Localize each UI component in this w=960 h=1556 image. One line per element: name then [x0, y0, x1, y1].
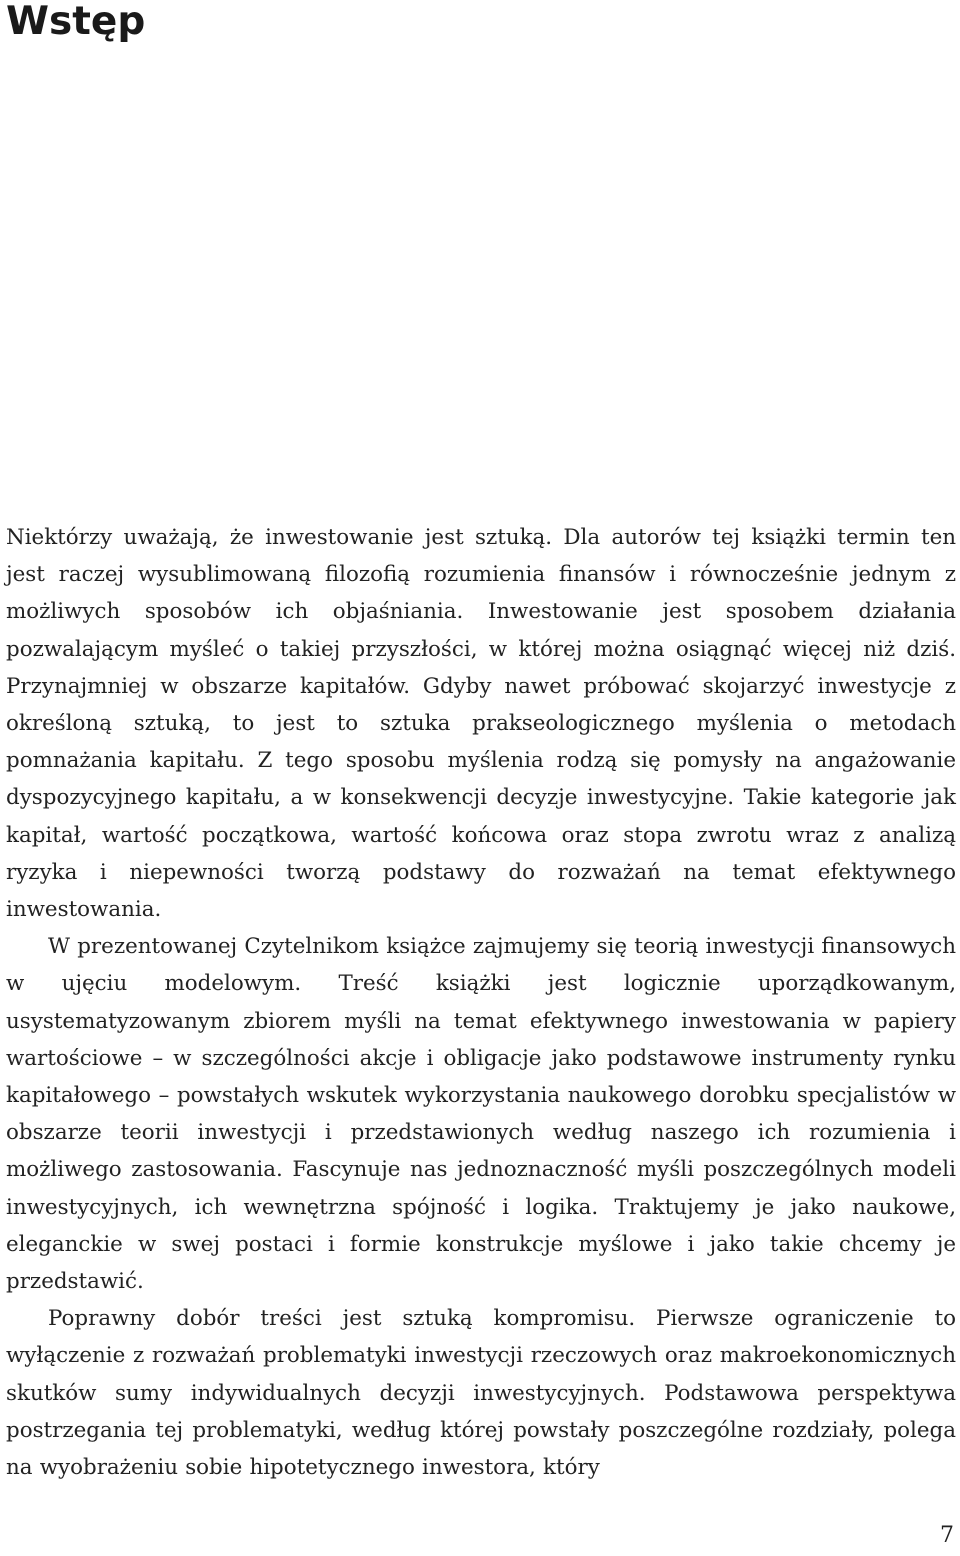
page-title: Wstęp [6, 0, 146, 44]
body-text [6, 519, 956, 1486]
paragraph-2: W prezentowanej Czytelnikom książce zajmujemy się teorią inwestycji finansowych w ujęciu modelowym. Treść książki jest logicznie uporządkowanym, usystematyzowanym zbiorem myśli na temat efektywnego inwestowania w papiery wartościowe – w szczególności akcje i obligacje jako podstawowe instrumenty rynku kapitałowego – powstałych wskutek wykorzystania naukowego dorobku specjalistów w obszarze teorii inwestycji i przedstawionych według naszego ich rozumienia i możliwego zastosowania. Fascynuje nas jednoznaczność myśli poszczególnych modeli inwestycyjnych, ich wewnętrzna spójność i logika. Traktujemy je jako naukowe, eleganckie w swej postaci i formie konstrukcje myślowe i jako takie chcemy je przedstawić. [6, 934, 956, 1295]
page-number: 7 [940, 1523, 954, 1548]
paragraph-3: Poprawny dobór treści jest sztuką kompromisu. Pierwsze ograniczenie to wyłączenie z rozważań problematyki inwestycji rzeczowych oraz makroekonomicznych skutków sumy indywidualnych decyzji inwestycyjnych. Podstawowa perspektywa postrzegania tej problematyki, według której powstały poszczególne rozdziały, polega na wyobrażeniu sobie hipotetycznego inwestora, który [6, 1306, 956, 1481]
paragraph-1: Niektórzy uważają, że inwestowanie jest sztuką. Dla autorów tej książki termin ten jest raczej wysublimowaną filozofią rozumienia finansów i równocześnie jednym z możliwych sposobów ich objaśniania. Inwestowanie jest sposobem działania pozwalającym myśleć o takiej przyszłości, w której można osiągnąć więcej niż dziś. Przynajmniej w obszarze kapitałów. Gdyby nawet próbować skojarzyć inwestycje z określoną sztuką, to jest to sztuka prakseologicznego myślenia o metodach pomnażania kapitału. Z tego sposobu myślenia rodzą się pomysły na angażowanie dyspozycyjnego kapitału, a w konsekwencji decyzje inwestycyjne. Takie kategorie jak kapitał, wartość początkowa, wartość końcowa oraz stopa zwrotu wraz z analizą ryzyka i niepewności tworzą podstawy do rozważań na temat efektywnego inwestowania. [6, 525, 956, 923]
